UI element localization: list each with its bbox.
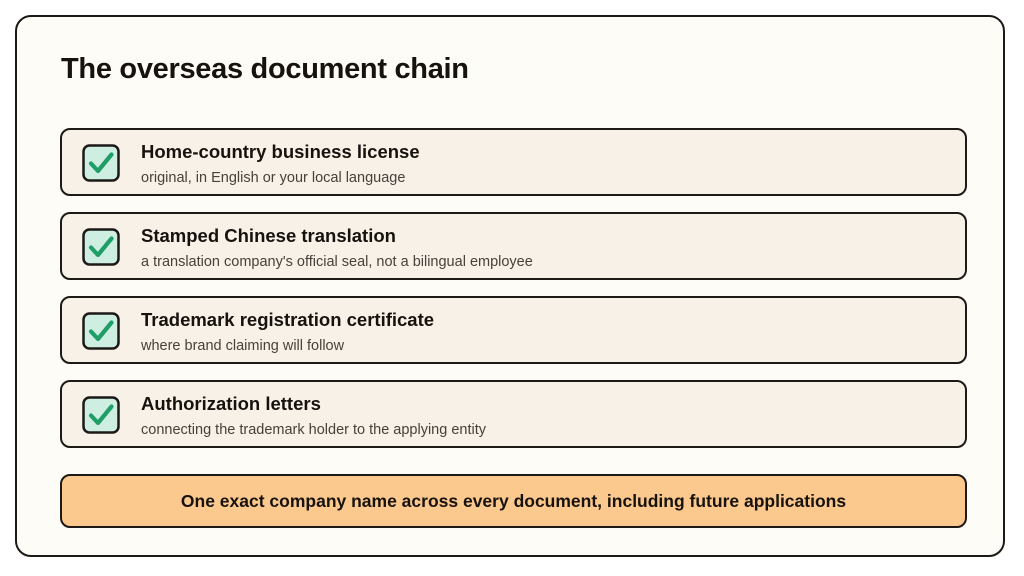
checklist-item-title: Home-country business license: [141, 141, 420, 162]
checklist-item-trademark-certificate: [60, 296, 967, 364]
checklist-item-subtitle: where brand claiming will follow: [141, 338, 345, 354]
checkbox-checked-icon: [82, 228, 120, 266]
callout-banner: [60, 474, 967, 528]
checklist-item-subtitle: original, in English or your local language: [141, 170, 406, 186]
checklist-item-authorization-letters: [60, 380, 967, 448]
checklist-item-title: Stamped Chinese translation: [141, 225, 396, 246]
checklist-item-title: Authorization letters: [141, 393, 321, 414]
checklist-item-business-license: [60, 128, 967, 196]
checklist-item-subtitle: connecting the trademark holder to the applying entity: [141, 422, 486, 438]
checklist: [60, 128, 967, 464]
document-chain-card: [15, 15, 1005, 557]
checkbox-checked-icon: [82, 312, 120, 350]
checkbox-checked-icon: [82, 144, 120, 182]
checklist-item-subtitle: a translation company's official seal, not a bilingual employee: [141, 254, 533, 270]
checklist-item-chinese-translation: [60, 212, 967, 280]
page-title: The overseas document chain: [61, 53, 469, 85]
checkbox-checked-icon: [82, 396, 120, 434]
callout-banner-text: One exact company name across every document, including future applications: [180, 490, 847, 511]
checklist-item-title: Trademark registration certificate: [141, 309, 435, 330]
